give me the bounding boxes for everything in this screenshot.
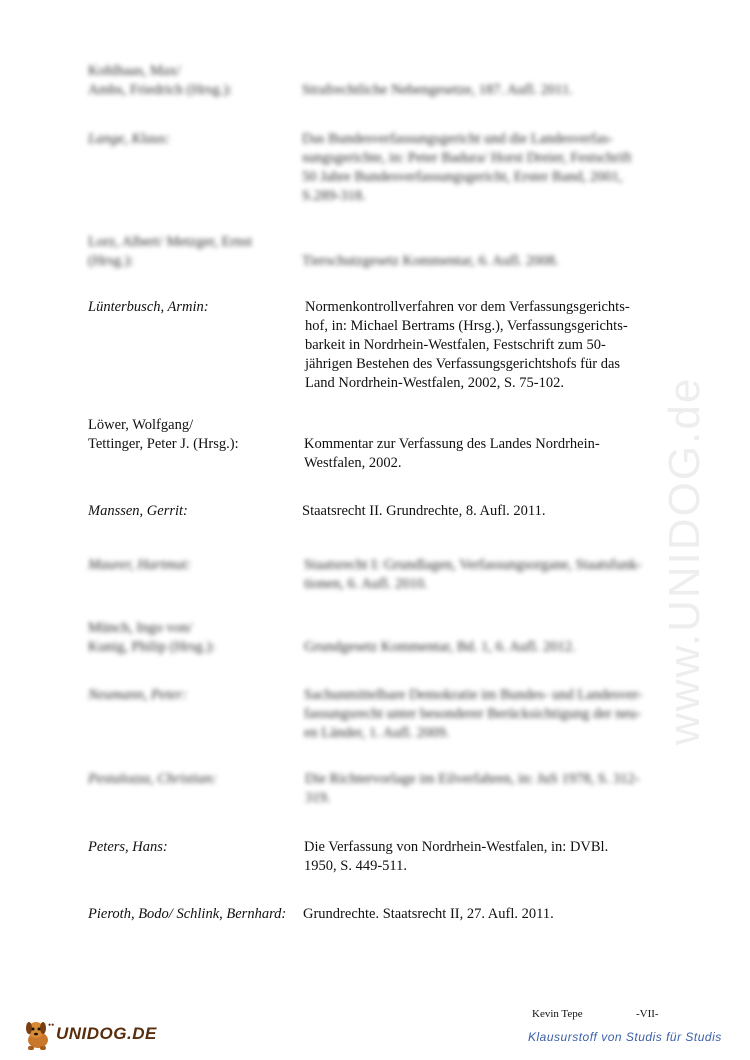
logo-text: UNIDOG.DE	[56, 1024, 157, 1043]
work-line: Kommentar zur Verfassung des Landes Nordrhein-	[304, 436, 600, 452]
page-number: -VII-	[636, 1008, 659, 1020]
work-line: Westfalen, 2002.	[304, 455, 402, 471]
author-line: Kohlhaas, Max/	[88, 63, 181, 79]
entry-author	[88, 502, 308, 521]
footer-slogan: Klausurstoff von Studis für Studis	[528, 1030, 722, 1044]
work-line: Land Nordrhein-Westfalen, 2002, S. 75-102.	[305, 375, 564, 391]
entry-work	[304, 686, 674, 743]
entry-author	[88, 619, 308, 657]
entry-work	[305, 770, 675, 808]
work-line: 50 Jahre Bundesverfassungsgericht, Erster Band, 2001,	[302, 169, 623, 185]
work-line: Die Richtervorlage im Eilverfahren, in: JuS 1978, S. 312-	[305, 771, 640, 787]
author-line: Löwer, Wolfgang/	[88, 417, 194, 433]
entry-author	[88, 838, 308, 857]
work-line: Das Bundesverfassungsgericht und die Landesverfas-	[302, 131, 613, 147]
work-line: Normenkontrollverfahren vor dem Verfassungsgerichts-	[305, 299, 630, 315]
author-line: Peters, Hans:	[88, 839, 168, 855]
entry-author	[88, 905, 318, 924]
work-line: tionen, 6. Aufl. 2010.	[304, 576, 428, 592]
work-line: jährigen Bestehen des Verfassungsgerichtshofs für das	[305, 356, 621, 372]
entry-work	[302, 130, 672, 206]
entry-work	[304, 838, 674, 876]
entry-work	[302, 81, 672, 100]
entry-work	[302, 252, 672, 271]
work-line: Die Verfassung von Nordrhein-Westfalen, in: DVBl.	[304, 839, 609, 855]
author-line: Lorz, Albert/ Metzger, Ernst	[88, 234, 253, 250]
entry-author	[88, 686, 308, 705]
entry-work	[304, 556, 674, 594]
author-line: Pestalozza, Christian:	[88, 771, 217, 787]
unidog-logo[interactable]	[22, 1018, 162, 1052]
entry-author	[88, 416, 308, 454]
work-line: fassungsrecht unter besonderer Berücksichtigung der neu-	[304, 706, 642, 722]
paw-icon: ••	[48, 1020, 55, 1030]
work-line: Staatsrecht II. Grundrechte, 8. Aufl. 2011.	[302, 503, 546, 519]
entry-author	[88, 770, 308, 789]
entry-work	[304, 435, 674, 473]
entry-author	[88, 233, 308, 271]
entry-work	[304, 638, 674, 657]
entry-work	[303, 905, 673, 924]
entry-work	[305, 298, 675, 393]
author-line: Maurer, Hartmut:	[88, 557, 192, 573]
entry-author	[88, 556, 308, 575]
work-line: sungsgerichte, in: Peter Badura/ Horst Dreier, Festschrift	[302, 150, 632, 166]
author-line: Lange, Klaus:	[88, 131, 171, 147]
work-line: Staatsrecht I: Grundlagen, Verfassungsorgane, Staatsfunk-	[304, 557, 642, 573]
author-line: Manssen, Gerrit:	[88, 503, 188, 519]
work-line: Tierschutzgesetz Kommentar, 6. Aufl. 2008.	[302, 253, 559, 269]
work-line: Grundrechte. Staatsrecht II, 27. Aufl. 2011.	[303, 906, 554, 922]
entry-author	[88, 298, 308, 317]
footer-author: Kevin Tepe	[532, 1008, 583, 1020]
author-line: Kunig, Philip (Hrsg.):	[88, 639, 216, 655]
work-line: S.289-318.	[302, 188, 366, 204]
work-line: 1950, S. 449-511.	[304, 858, 407, 874]
work-line: Sachunmittelbare Demokratie im Bundes- und Landesver-	[304, 687, 643, 703]
work-line: barkeit in Nordrhein-Westfalen, Festschrift zum 50-	[305, 337, 606, 353]
work-line: Grundgesetz Kommentar, Bd. 1, 6. Aufl. 2012.	[304, 639, 576, 655]
work-line: hof, in: Michael Bertrams (Hrsg.), Verfassungsgerichts-	[305, 318, 628, 334]
author-line: Münch, Ingo von/	[88, 620, 193, 636]
author-line: (Hrsg.):	[88, 253, 134, 269]
entry-work	[302, 502, 672, 521]
work-line: Strafrechtliche Nebengesetze, 187. Aufl. 2011.	[302, 82, 573, 98]
author-line: Neumann, Peter:	[88, 687, 188, 703]
author-line: Ambs, Friedrich (Hrsg.):	[88, 82, 233, 98]
work-line: en Länder, 1. Aufl. 2009.	[304, 725, 450, 741]
work-line: 319.	[305, 790, 331, 806]
author-line: Pieroth, Bodo/ Schlink, Bernhard:	[88, 906, 287, 922]
author-line: Lünterbusch, Armin:	[88, 299, 209, 315]
entry-author	[88, 130, 308, 149]
watermark-text: www.UNIDOG.de	[660, 376, 709, 745]
entry-author	[88, 62, 308, 100]
author-line: Tettinger, Peter J. (Hrsg.):	[88, 436, 239, 452]
